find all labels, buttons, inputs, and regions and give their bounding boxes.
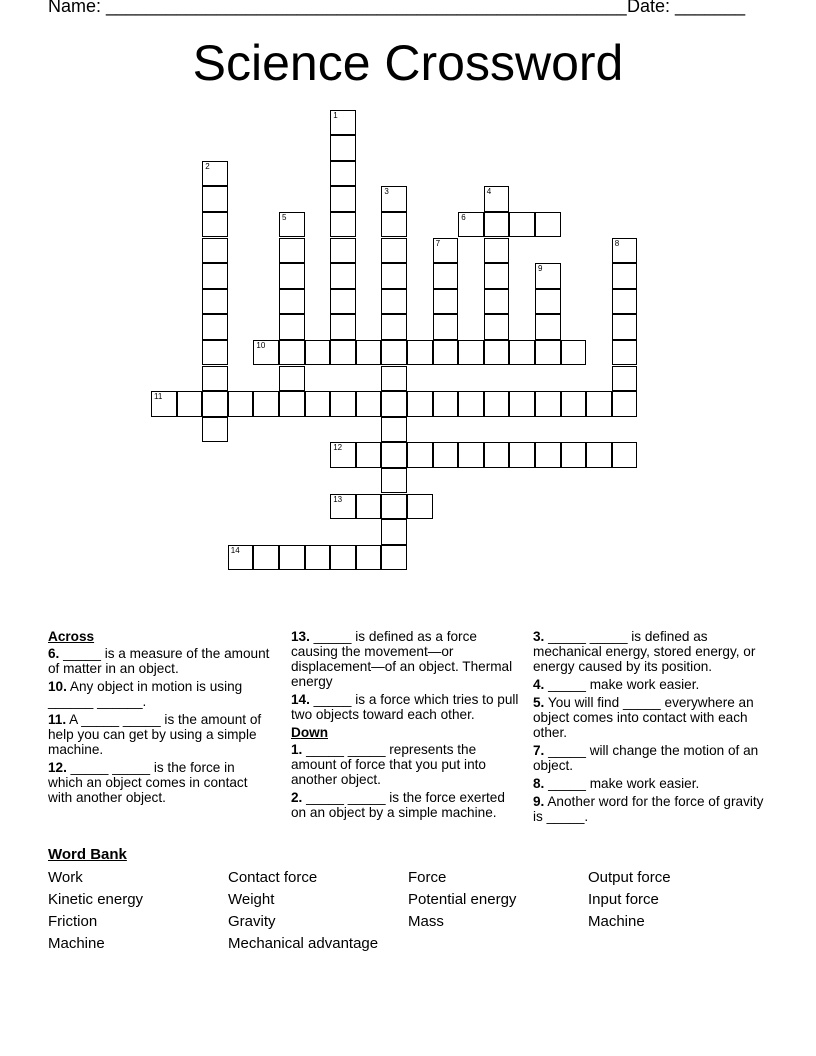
grid-cell [253,545,279,571]
grid-cell [484,263,510,289]
grid-cell [381,391,407,417]
down-heading: Down [291,725,328,740]
grid-cell [561,340,587,366]
clue-down-1: 1. _____ _____ represents the amount of force that you put into another object. [291,742,486,787]
grid-cell [535,442,561,468]
grid-cell [279,238,305,264]
word-bank [48,846,768,952]
grid-cell [202,161,228,187]
word-bank-heading: Word Bank [48,846,127,863]
grid-cell [330,314,356,340]
grid-cell [202,314,228,340]
across-heading: Across [48,629,95,644]
grid-cell [279,340,305,366]
grid-cell [253,391,279,417]
clue-down-9: 9. Another word for the force of gravity is _____. [533,794,764,824]
grid-cell [509,340,535,366]
grid-cell [202,212,228,238]
grid-cell [586,442,612,468]
word-bank-item: Machine [588,913,645,930]
clue-column-1 [48,629,273,808]
word-bank-item: Contact force [228,869,318,886]
grid-cell [330,391,356,417]
grid-cell [356,545,382,571]
grid-cell [381,212,407,238]
grid-cell [433,442,459,468]
grid-cell [561,442,587,468]
grid-cell [407,442,433,468]
page-title: Science Crossword [192,35,624,91]
grid-cell [202,391,228,417]
grid-cell [330,161,356,187]
clue-number: 3 [384,187,389,197]
word-bank-item: Machine [48,935,105,952]
word-bank-item: Weight [228,891,275,908]
grid-cell [305,340,331,366]
grid-cell [458,212,484,238]
grid-cell [433,340,459,366]
grid-cell [381,468,407,494]
word-bank-item: Potential energy [408,891,517,908]
grid-cell [509,391,535,417]
word-bank-item: Work [48,869,83,886]
grid-cell [177,391,203,417]
clue-across-11: 11. A _____ _____ is the amount of help you can get by using a simple machine. [48,712,262,757]
grid-cell [381,545,407,571]
grid-cell [535,212,561,238]
clue-down-8: 8. _____ make work easier. [533,776,700,791]
grid-cell [484,442,510,468]
clue-number: 9 [538,264,543,274]
grid-cell [433,289,459,315]
clue-across-10: 10. Any object in motion is using ______ ______. [48,679,243,709]
grid-cell [381,494,407,520]
grid-cell [202,366,228,392]
grid-cell [381,289,407,315]
clue-number: 10 [256,340,266,350]
word-bank-item: Friction [48,913,98,930]
clue-down-3: 3. _____ _____ is defined as mechanical energy, stored energy, or energy caused by its position. [533,629,756,674]
grid-cell [433,238,459,264]
grid-cell [151,391,177,417]
grid-cell [202,289,228,315]
grid-cell [484,340,510,366]
name-field-label: Name: ____________________________________________________ [48,0,627,16]
grid-cell [407,494,433,520]
clue-number: 12 [333,443,343,453]
grid-cell [458,391,484,417]
grid-cell [305,545,331,571]
clue-number: 6 [461,212,466,222]
grid-cell [612,442,638,468]
clue-number: 13 [333,494,343,504]
clue-number: 1 [333,110,338,120]
grid-cell [330,135,356,161]
grid-cell [433,263,459,289]
grid-cell [484,391,510,417]
grid-cell [484,212,510,238]
clue-number: 11 [154,392,163,402]
grid-cell [535,263,561,289]
grid-cell [612,391,638,417]
grid-cell [612,340,638,366]
grid-cell [535,340,561,366]
grid-cell [509,442,535,468]
grid-cell [407,340,433,366]
grid-cell [433,391,459,417]
grid-cell [484,186,510,212]
grid-cell [330,442,356,468]
grid-cell [535,289,561,315]
clue-number: 2 [205,161,210,171]
grid-cell [484,289,510,315]
grid-cell [381,442,407,468]
grid-cell [458,340,484,366]
grid-cell [305,391,331,417]
grid-cell [202,417,228,443]
clue-number: 5 [282,212,287,222]
grid-cell [279,366,305,392]
grid-cell [356,391,382,417]
grid-cell [484,314,510,340]
grid-cell [612,238,638,264]
grid-cell [433,314,459,340]
grid-cell [586,391,612,417]
clue-column-3 [533,629,765,827]
grid-cell [535,314,561,340]
grid-cell [561,391,587,417]
grid-cell [381,238,407,264]
date-field-label: Date: _______ [627,0,746,16]
grid-cell [253,340,279,366]
clue-down-5: 5. You will find _____ everywhere an object comes into contact with each other. [533,695,754,740]
clue-column-2 [291,629,519,823]
grid-cell [330,110,356,136]
clue-across-14: 14. _____ is a force which tries to pull two objects toward each other. [291,692,519,722]
grid-cell [612,314,638,340]
grid-cell [330,289,356,315]
grid-cell [228,391,254,417]
grid-cell [356,442,382,468]
word-bank-item: Output force [588,869,671,886]
grid-cell [330,340,356,366]
grid-cell [458,442,484,468]
grid-cell [381,366,407,392]
word-bank-item: Input force [588,891,659,908]
word-bank-item: Mass [408,913,444,930]
grid-cell [356,340,382,366]
clue-across-6: 6. _____ is a measure of the amount of matter in an object. [48,646,270,676]
grid-cell [330,212,356,238]
grid-cell [381,314,407,340]
clue-across-13: 13. _____ is defined as a force causing the movement—or displacement—of an object. Thermal energy [291,629,513,689]
grid-cell [381,417,407,443]
clue-down-7: 7. _____ will change the motion of an object. [533,743,759,773]
grid-cell [612,289,638,315]
grid-cell [356,494,382,520]
word-bank-item: Kinetic energy [48,891,144,908]
word-bank-item: Mechanical advantage [228,935,379,952]
grid-cell [279,391,305,417]
clue-number: 4 [486,187,492,197]
grid-cell [535,391,561,417]
grid-cell [228,545,254,571]
grid-cell [279,545,305,571]
grid-cell [279,289,305,315]
clue-down-4: 4. _____ make work easier. [533,677,700,692]
grid-cell [202,238,228,264]
grid-cell [330,545,356,571]
grid-cell [381,519,407,545]
clue-number: 7 [435,238,441,248]
grid-cell [381,340,407,366]
clue-down-2: 2. _____ _____ is the force exerted on an object by a simple machine. [291,790,505,820]
grid-cell [202,263,228,289]
grid-cell [330,494,356,520]
grid-cell [279,212,305,238]
grid-cell [330,238,356,264]
grid-cell [202,340,228,366]
grid-cell [279,263,305,289]
grid-cell [407,391,433,417]
clue-across-12: 12. _____ _____ is the force in which an object comes in contact with another object. [48,760,248,805]
grid-cell [330,186,356,212]
grid-cell [279,314,305,340]
grid-cell [381,186,407,212]
grid-cell [612,263,638,289]
grid-cell [509,212,535,238]
clue-number: 14 [230,545,240,555]
grid-cell [202,186,228,212]
word-bank-item: Force [408,869,447,886]
grid-cell [612,366,638,392]
clue-number: 8 [614,238,620,248]
grid-cell [330,263,356,289]
word-bank-item: Gravity [228,913,276,930]
grid-cell [381,263,407,289]
grid-cell [484,238,510,264]
